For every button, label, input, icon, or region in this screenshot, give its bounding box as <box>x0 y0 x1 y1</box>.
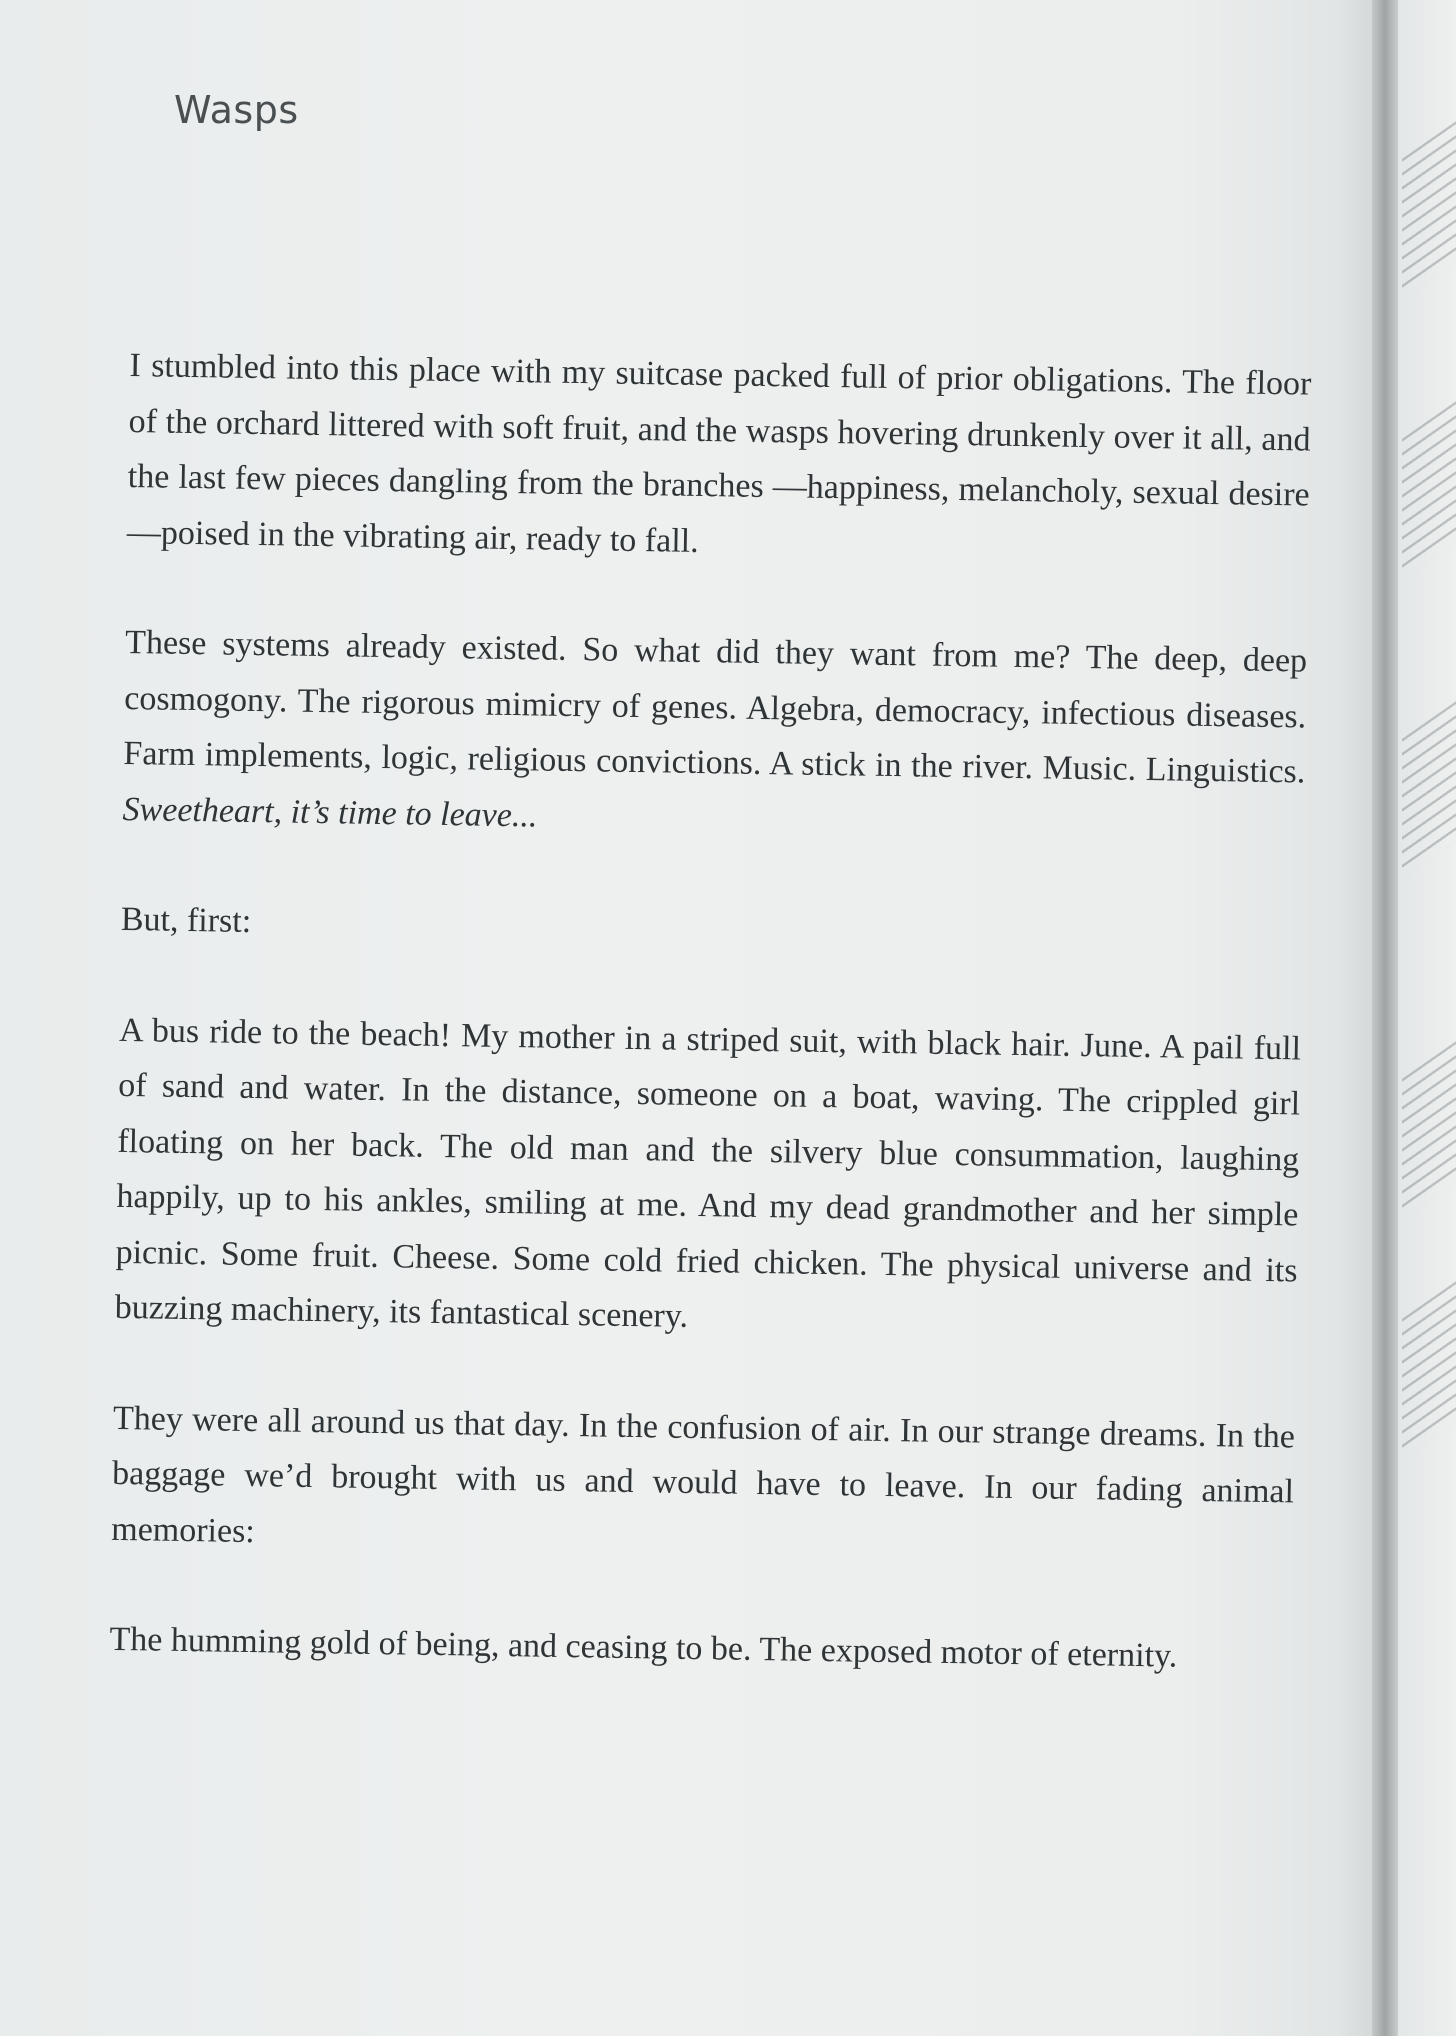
paragraph-2 <box>122 615 1307 856</box>
facing-page-text-fragment <box>1402 1041 1456 1219</box>
paragraph-6: The humming gold of being, and ceasing to be. The exposed motor of eternity. <box>109 1620 1178 1675</box>
facing-page-text-fragment <box>1402 701 1456 879</box>
facing-page-edge <box>1398 0 1456 2036</box>
paragraph-2-text: These systems already existed. So what did they want from me? The deep, deep cosmogony. The rigorous mimicry of genes. Algebra, democracy, infectious diseases. Farm implements, logic, religious convictions. A stick in the river. Music. Linguistics. <box>123 623 1308 791</box>
book-gutter <box>1372 0 1398 2036</box>
facing-page-text-fragment <box>1402 121 1456 299</box>
paragraph-2-italic: Sweetheart, it’s time to leave... <box>122 790 538 834</box>
paragraph-5: They were all around us that day. In the confusion of air. In our strange dreams. In the baggage we’d brought with us and would have to leave. In our fading animal memories: <box>111 1399 1296 1550</box>
facing-page-text-fragment <box>1402 1281 1456 1459</box>
facing-page-text-fragment <box>1402 401 1456 579</box>
poem-body <box>108 338 1312 1741</box>
paragraph-1: I stumbled into this place with my suitcase packed full of prior obligations. The floor of the orchard littered with soft fruit, and the wasps hovering drunkenly over it all, and the last few pieces dangling from the branches —happiness, melancholy, sexual desire—poised in the vibrating air, ready to fall. <box>126 346 1312 560</box>
paragraph-3: But, first: <box>120 900 252 940</box>
running-header: Wasps <box>174 88 299 132</box>
paragraph-4: A bus ride to the beach! My mother in a striped suit, with black hair. June. A pail full of sand and water. In the distance, someone on a boat, waving. The crippled girl floating on her back. The old man and the silvery blue consummation, laughing happily, up to his ankles, smiling at me. And my dead grandmother and her simple picnic. Some fruit. Cheese. Some cold fried chicken. The physical universe and its buzzing machinery, its fantastical scenery. <box>114 1011 1302 1335</box>
